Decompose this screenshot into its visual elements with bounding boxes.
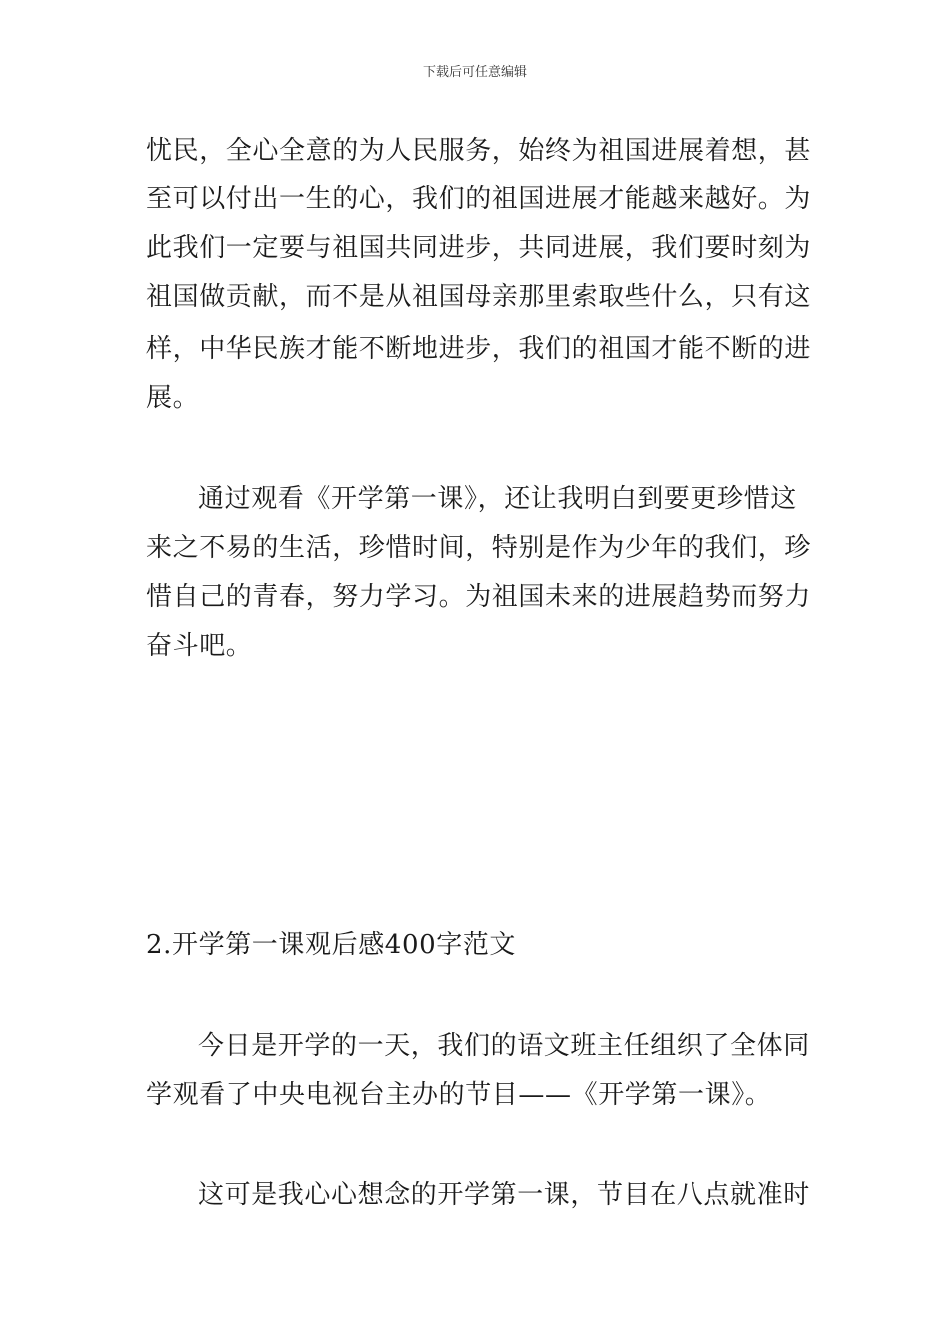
text-line: 这可是我心心想念的开学第一课，节目在八点就准时 bbox=[198, 1180, 810, 1210]
text-line: 展。 bbox=[146, 383, 200, 413]
page-header: 下载后可任意编辑 bbox=[422, 65, 527, 80]
text-line: 样，中华民族才能不断地进步，我们的祖国才能不断的进 bbox=[146, 334, 812, 364]
text-line: 今日是开学的一天，我们的语文班主任组织了全体同 bbox=[198, 1031, 810, 1061]
text-line: 来之不易的生活，珍惜时间，特别是作为少年的我们，珍 bbox=[146, 533, 812, 563]
text-line: 学观看了中央电视台主办的节目——《开学第一课》。 bbox=[146, 1080, 772, 1110]
text-line: 此我们一定要与祖国共同进步，共同进展，我们要时刻为 bbox=[146, 233, 812, 263]
text-line: 祖国做贡献，而不是从祖国母亲那里索取些什么，只有这 bbox=[146, 282, 812, 312]
text-line: 奋斗吧。 bbox=[146, 631, 253, 661]
text-line: 惜自己的青春，努力学习。为祖国未来的进展趋势而努力 bbox=[146, 582, 812, 612]
text-line: 至可以付出一生的心，我们的祖国进展才能越来越好。为 bbox=[146, 184, 812, 214]
text-line: 忧民，全心全意的为人民服务，始终为祖国进展着想，甚 bbox=[146, 136, 812, 166]
text-line: 通过观看《开学第一课》，还让我明白到要更珍惜这 bbox=[198, 484, 797, 514]
section-heading: 2.开学第一课观后感400字范文 bbox=[146, 930, 517, 960]
